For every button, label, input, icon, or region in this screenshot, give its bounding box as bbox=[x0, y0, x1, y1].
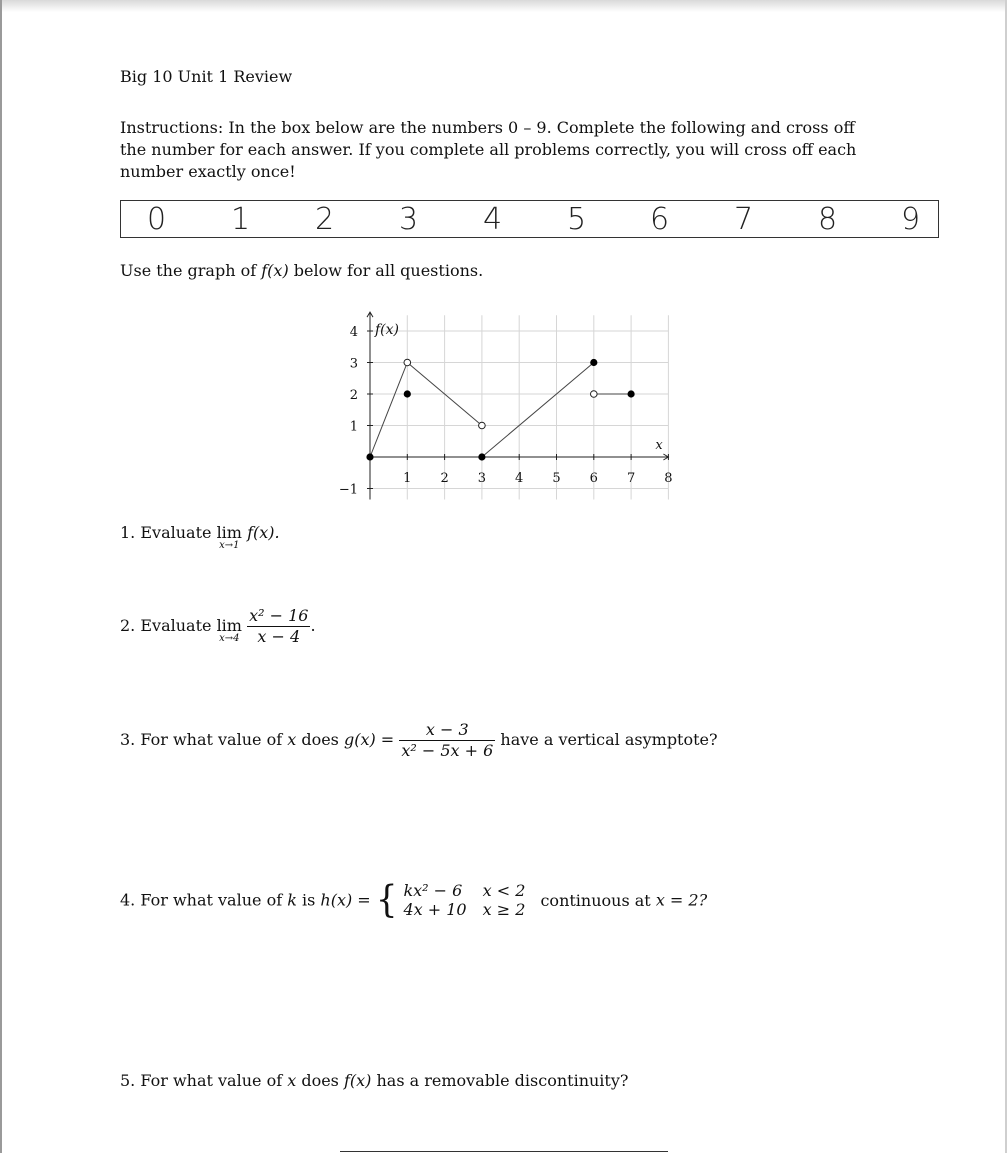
question-end: have a vertical asymptote? bbox=[495, 730, 718, 749]
closed-point bbox=[366, 453, 373, 460]
y-tick-label: 3 bbox=[349, 356, 358, 372]
function-graph bbox=[330, 296, 680, 511]
case-1-condition: x < 2 bbox=[482, 881, 526, 900]
fraction bbox=[247, 606, 310, 647]
piecewise-definition bbox=[376, 880, 526, 920]
x-tick-label: 6 bbox=[589, 471, 598, 486]
function-name: h(x) = bbox=[320, 890, 371, 910]
closed-point bbox=[590, 359, 597, 366]
limit-operator bbox=[216, 523, 242, 551]
open-point bbox=[404, 359, 411, 366]
x-tick-label: 7 bbox=[626, 471, 636, 486]
question-1 bbox=[120, 523, 280, 551]
graph-segment bbox=[370, 363, 407, 458]
y-tick-label: 2 bbox=[349, 388, 358, 403]
question-number: 2. bbox=[120, 616, 136, 635]
question-2 bbox=[120, 606, 316, 647]
y-axis-label: f(x) bbox=[375, 322, 400, 338]
answer-number: 8 bbox=[818, 202, 838, 237]
question-text-continuous: continuous at bbox=[540, 890, 656, 910]
question-text-mid: is bbox=[296, 890, 321, 910]
limit-subscript: x→1 bbox=[219, 540, 240, 551]
piecewise-cases bbox=[403, 881, 525, 919]
answer-number-box bbox=[120, 200, 939, 238]
question-end: . bbox=[310, 616, 316, 635]
answer-number: 6 bbox=[650, 202, 670, 237]
question-text: For what value of bbox=[140, 890, 288, 910]
graph-segment bbox=[482, 363, 594, 458]
case-1-expression: kx² − 6 bbox=[403, 881, 463, 900]
function-name: f(x) bbox=[343, 1071, 372, 1090]
open-point bbox=[479, 422, 486, 429]
question-text-mid: does bbox=[296, 730, 344, 749]
limit-expression: f(x). bbox=[247, 523, 280, 542]
fraction-numerator: x − 3 bbox=[399, 720, 495, 741]
question-4 bbox=[120, 880, 707, 920]
closed-point bbox=[478, 453, 485, 460]
instructions-text: Instructions: In the box below are the numbers 0 – 9. Complete the following and cross off the number for each answer. If you complete all problems correctly, you will cross off each number exactly once! bbox=[120, 118, 857, 181]
limit-subscript: x→4 bbox=[219, 633, 240, 644]
fraction-denominator: x − 4 bbox=[257, 627, 301, 646]
condition-point: x = 2? bbox=[655, 890, 708, 910]
y-tick-label: 4 bbox=[349, 325, 358, 340]
variable: x bbox=[287, 730, 297, 749]
question-text: For what value of bbox=[140, 1071, 288, 1090]
answer-number: 2 bbox=[315, 202, 335, 237]
x-tick-label: 1 bbox=[403, 471, 412, 486]
graph-intro-post: below for all questions. bbox=[288, 261, 484, 280]
question-number: 4. bbox=[120, 890, 136, 910]
graph-intro-pre: Use the graph of bbox=[120, 261, 262, 280]
fraction-numerator: x² − 16 bbox=[249, 606, 309, 625]
answer-number: 0 bbox=[147, 202, 167, 237]
variable: k bbox=[287, 890, 297, 910]
x-tick-label: 8 bbox=[664, 471, 673, 486]
question-text: Evaluate bbox=[140, 523, 217, 542]
closed-point bbox=[628, 390, 635, 397]
case-2-condition: x ≥ 2 bbox=[482, 900, 526, 919]
y-tick-label: −1 bbox=[338, 482, 358, 498]
answer-number: 9 bbox=[901, 202, 921, 237]
question-5 bbox=[120, 1071, 628, 1090]
question-text-mid: does bbox=[296, 1071, 344, 1090]
question-text: Evaluate bbox=[140, 616, 217, 635]
fraction bbox=[399, 720, 495, 761]
question-number: 5. bbox=[120, 1071, 136, 1090]
answer-number: 4 bbox=[483, 202, 503, 237]
page-title: Big 10 Unit 1 Review bbox=[120, 67, 293, 86]
case-2-expression: 4x + 10 bbox=[403, 900, 467, 919]
question-3 bbox=[120, 720, 718, 761]
footer-rule bbox=[340, 1151, 668, 1152]
limit-label: lim bbox=[216, 523, 242, 542]
answer-number: 1 bbox=[231, 202, 251, 237]
variable: x bbox=[287, 1071, 297, 1090]
fraction-denominator: x² − 5x + 6 bbox=[401, 741, 494, 760]
graph-intro-function: f(x) bbox=[261, 261, 289, 280]
question-text: For what value of bbox=[140, 730, 288, 749]
left-brace: { bbox=[375, 878, 398, 922]
closed-point bbox=[404, 390, 411, 397]
limit-label: lim bbox=[216, 616, 242, 635]
answer-number: 3 bbox=[399, 202, 419, 237]
answer-number: 5 bbox=[567, 202, 587, 237]
open-point bbox=[591, 391, 598, 398]
x-tick-label: 4 bbox=[515, 471, 524, 486]
x-axis-label: x bbox=[655, 438, 663, 453]
y-tick-label: 1 bbox=[349, 419, 358, 435]
graph-intro-text bbox=[120, 261, 483, 280]
question-number: 3. bbox=[120, 730, 136, 749]
x-tick-label: 2 bbox=[440, 471, 449, 486]
x-tick-label: 5 bbox=[552, 471, 561, 486]
answer-number: 7 bbox=[734, 202, 754, 237]
question-end: has a removable discontinuity? bbox=[371, 1071, 629, 1090]
limit-operator bbox=[216, 616, 242, 644]
question-number: 1. bbox=[120, 523, 136, 542]
function-name: g(x) = bbox=[343, 730, 395, 749]
x-tick-label: 3 bbox=[477, 471, 487, 486]
